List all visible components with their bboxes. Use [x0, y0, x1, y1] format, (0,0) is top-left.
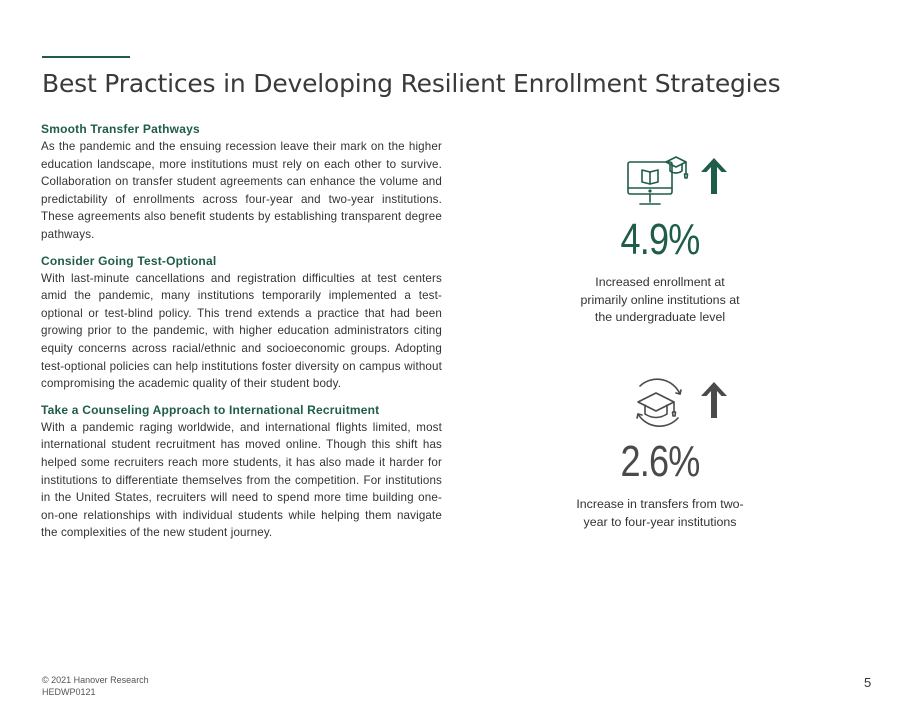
section-heading: Take a Counseling Approach to International Recruitment — [41, 402, 380, 417]
stat-transfers — [560, 370, 760, 531]
footer — [42, 674, 149, 698]
section-heading: Smooth Transfer Pathways — [41, 122, 200, 136]
arrow-up-icon — [698, 156, 730, 196]
section-body: With last-minute cancellations and registration difficulties at test centers amid the pandemic, many institutions temporarily implemented a test-optional or test-blind policy. This trend extends a practice that had been growing prior to the pandemic, with higher education administrators citing equity concerns across racial/ethnic and socioeconomic groups. Adopting test-optional policies can help institutions foster diversity on campus without compromising the academic quality of their student body. — [41, 271, 442, 391]
section-body: With a pandemic raging worldwide, and international flights limited, most international student recruitment has moved online. Though this shift has helped some recruiters reach more students, it has also made it harder for institutions to differentiate themselves from the competition. For institutions in the United States, recruiters will need to spend more time building one-on-one relationships with individual students while helping them navigate the complexities of the new student journey. — [41, 420, 442, 540]
section-transfer-pathways — [41, 121, 442, 244]
stat-online-enrollment — [560, 148, 760, 327]
arrow-up-icon — [698, 380, 730, 420]
section-heading: Consider Going Test-Optional — [41, 253, 217, 268]
page-number: 5 — [864, 675, 872, 690]
online-learning-icon — [626, 152, 692, 208]
stat-caption: Increase in transfers from two-year to four-year institutions — [576, 497, 744, 529]
transfer-cycle-icon — [626, 374, 690, 432]
stat-value: 2.6% — [620, 437, 700, 486]
main-content — [41, 121, 442, 551]
section-international-recruitment — [41, 402, 442, 542]
section-test-optional — [41, 253, 442, 393]
copyright-text: © 2021 Hanover Research — [42, 675, 149, 685]
stat-caption: Increased enrollment at primarily online institutions at the undergraduate level — [580, 275, 740, 324]
title-accent-line — [42, 56, 130, 58]
page-title: Best Practices in Developing Resilient Enrollment Strategies — [42, 69, 781, 98]
section-body: As the pandemic and the ensuing recession leave their mark on the higher education landscape, more institutions must rely on each other to survive. Collaboration on transfer student agreements can enhance the volume and predictability of enrollments across four-year and two-year institutions. These agreements also benefit students by establishing transparent degree pathways. — [41, 140, 442, 241]
stat-value: 4.9% — [620, 215, 700, 264]
document-code: HEDWP0121 — [42, 687, 96, 697]
